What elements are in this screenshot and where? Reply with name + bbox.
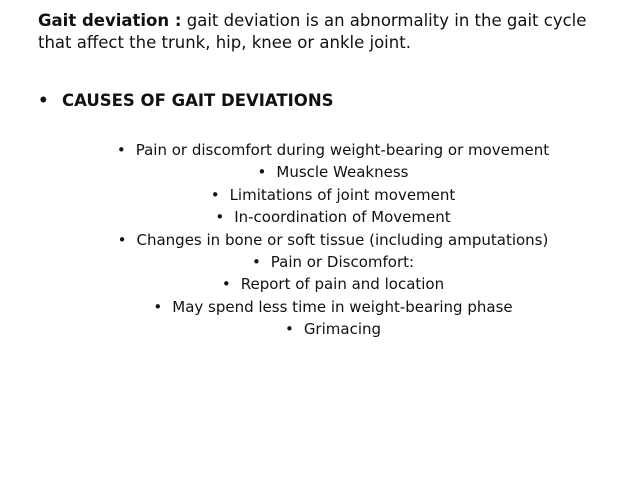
list-item-text: Changes in bone or soft tissue (including amputations) — [136, 230, 549, 249]
definition-paragraph — [38, 10, 608, 54]
bullet-icon: • — [153, 297, 163, 316]
list-item-text: Muscle Weakness — [276, 163, 409, 182]
list-item — [38, 251, 628, 273]
list-item — [38, 296, 628, 318]
bullet-icon: • — [116, 141, 126, 159]
definition-text: gait deviation is an abnormality in the gait cycle that affect the trunk, hip, knee or ankle joint. — [38, 11, 587, 52]
bullet-icon: • — [251, 253, 261, 272]
bullet-icon: • — [117, 230, 127, 249]
list-item — [38, 184, 628, 206]
bullet-icon: • — [210, 185, 220, 204]
causes-heading-label: CAUSES OF GAIT DEVIATIONS — [62, 91, 334, 110]
causes-list — [38, 139, 628, 341]
bullet-icon: • — [38, 91, 49, 110]
list-item-text: Limitations of joint movement — [229, 185, 456, 204]
bullet-icon: • — [284, 320, 294, 339]
list-item — [38, 229, 628, 251]
list-item-text: Grimacing — [303, 320, 382, 339]
list-item — [38, 318, 628, 340]
bullet-icon: • — [221, 275, 231, 294]
bullet-icon: • — [215, 208, 225, 227]
list-item — [38, 161, 628, 183]
list-item — [38, 139, 628, 161]
list-item-text: Pain or Discomfort: — [270, 253, 415, 272]
list-item-text: May spend less time in weight-bearing phase — [172, 297, 513, 316]
bullet-icon: • — [257, 163, 267, 182]
causes-heading — [38, 90, 598, 112]
list-item-text: Report of pain and location — [240, 275, 445, 294]
list-item — [38, 273, 628, 295]
list-item — [38, 206, 628, 228]
list-item-text: In-coordination of Movement — [234, 208, 451, 227]
definition-term: Gait deviation : — [38, 11, 182, 30]
list-item-text: Pain or discomfort during weight-bearing or movement — [135, 141, 550, 159]
